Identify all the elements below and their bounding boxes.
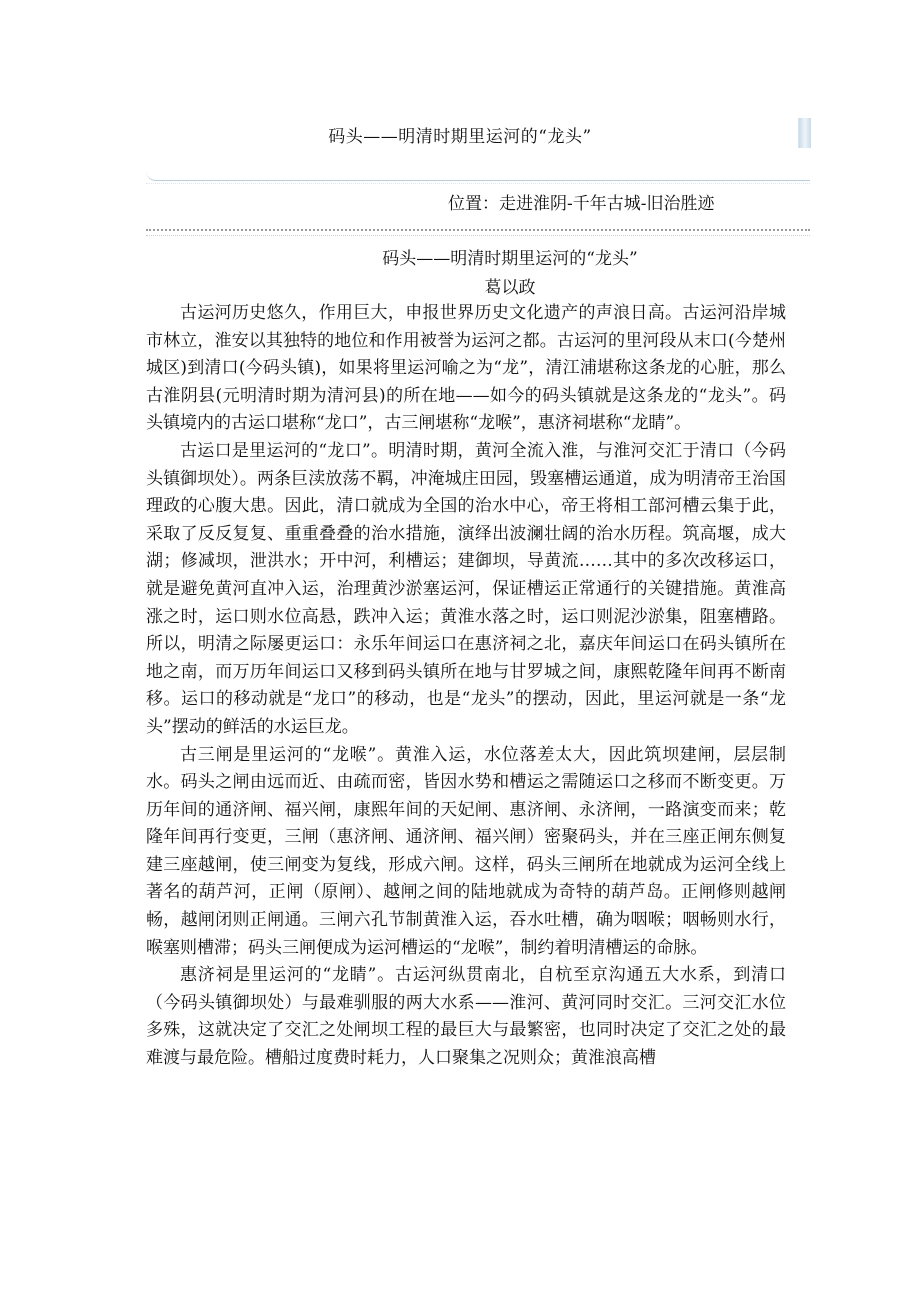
paragraph: 古三闸是里运河的“龙喉”。黄淮入运，水位落差太大，因此筑坝建闸，层层制水。码头之闸由远而近、由疏而密，皆因水势和槽运之需随运口之移而不断变更。万历年间的通济闸、福兴闸，康熙年间的天妃闸、惠济闸、永济闸，一路演变而来；乾隆年间再行变更，三闸（惠济闸、通济闸、福兴闸）密聚码头，并在三座正闸东侧复建三座越闸，使三闸变为复线，形成六闸。这样，码头三闸所在地就成为运河全线上著名的葫芦河，正闸（原闸）、越闸之间的陆地就成为奇特的葫芦岛。正闸修则越闸畅，越闸闭则正闸通。三闸六孔节制黄淮入运，吞水吐槽，确为咽喉；咽畅则水行，喉塞则槽滞；码头三闸便成为运河槽运的“龙喉”，制约着明清槽运的命脉。 bbox=[146, 744, 786, 958]
article-author: 葛以政 bbox=[484, 278, 536, 298]
corner-decoration bbox=[798, 118, 811, 148]
paragraph: 惠济祠是里运河的“龙睛”。古运河纵贯南北，自杭至京沟通五大水系，到清口（今码头镇御坝处）与最难驯服的两大水系——淮河、黄河同时交汇。三河交汇水位多殊，这就决定了交汇之处闸坝工程的最巨大与最繁密，也同时决定了交汇之处的最难渡与最危险。槽船过度费时耗力，人口聚集之况则众；黄淮浪高槽 bbox=[146, 965, 786, 1069]
article-body bbox=[146, 300, 786, 1073]
page-title: 码头——明清时期里运河的“龙头” bbox=[328, 127, 592, 147]
article-title: 码头——明清时期里运河的“龙头” bbox=[382, 249, 638, 269]
paragraph: 古运口是里运河的“龙口”。明清时期，黄河全流入淮，与淮河交汇于清口（今码头镇御坝处）。两条巨渎放荡不羁，冲淹城庄田园，毁塞槽运通道，成为明清帝王治国理政的心腹大患。因此，清口就成为全国的治水中心，帝王将相工部河槽云集于此，采取了反反复复、重重叠叠的治水措施，演绎出波澜壮阔的治水历程。筑高堰，成大湖；修减坝，泄洪水；开中河，利槽运；建御坝，导黄流……其中的多次改移运口，就是避免黄河直冲入运，治理黄沙淤塞运河，保证槽运正常通行的关键措施。黄淮高涨之时，运口则水位高悬，跌冲入运；黄淮水落之时，运口则泥沙淤集，阻塞槽路。所以，明清之际屡更运口：永乐年间运口在惠济祠之北，嘉庆年间运口在码头镇所在地之南，而万历年间运口又移到码头镇所在地与甘罗城之间，康熙乾隆年间再不断南移。运口的移动就是“龙口”的移动，也是“龙头”的摆动，因此，里运河就是一条“龙头”摆动的鲜活的水运巨龙。 bbox=[146, 440, 786, 737]
header-divider bbox=[146, 170, 810, 181]
paragraph: 古运河历史悠久，作用巨大，申报世界历史文化遗产的声浪日高。古运河沿岸城市林立，淮安以其独特的地位和作用被誉为运河之都。古运河的里河段从末口(今楚州城区)到清口(今码头镇)，如果将里运河喻之为“龙”，清江浦堪称这条龙的心脏，那么古淮阴县(元明清时期为清河县)的所在地——如今的码头镇就是这条龙的“龙头”。码头镇境内的古运口堪称“龙口”，古三闸堪称“龙喉”，惠济祠堪称“龙睛”。 bbox=[146, 303, 786, 434]
dotted-divider bbox=[146, 229, 810, 236]
breadcrumb: 位置：走进淮阴-千年古城-旧治胜迹 bbox=[448, 194, 715, 214]
